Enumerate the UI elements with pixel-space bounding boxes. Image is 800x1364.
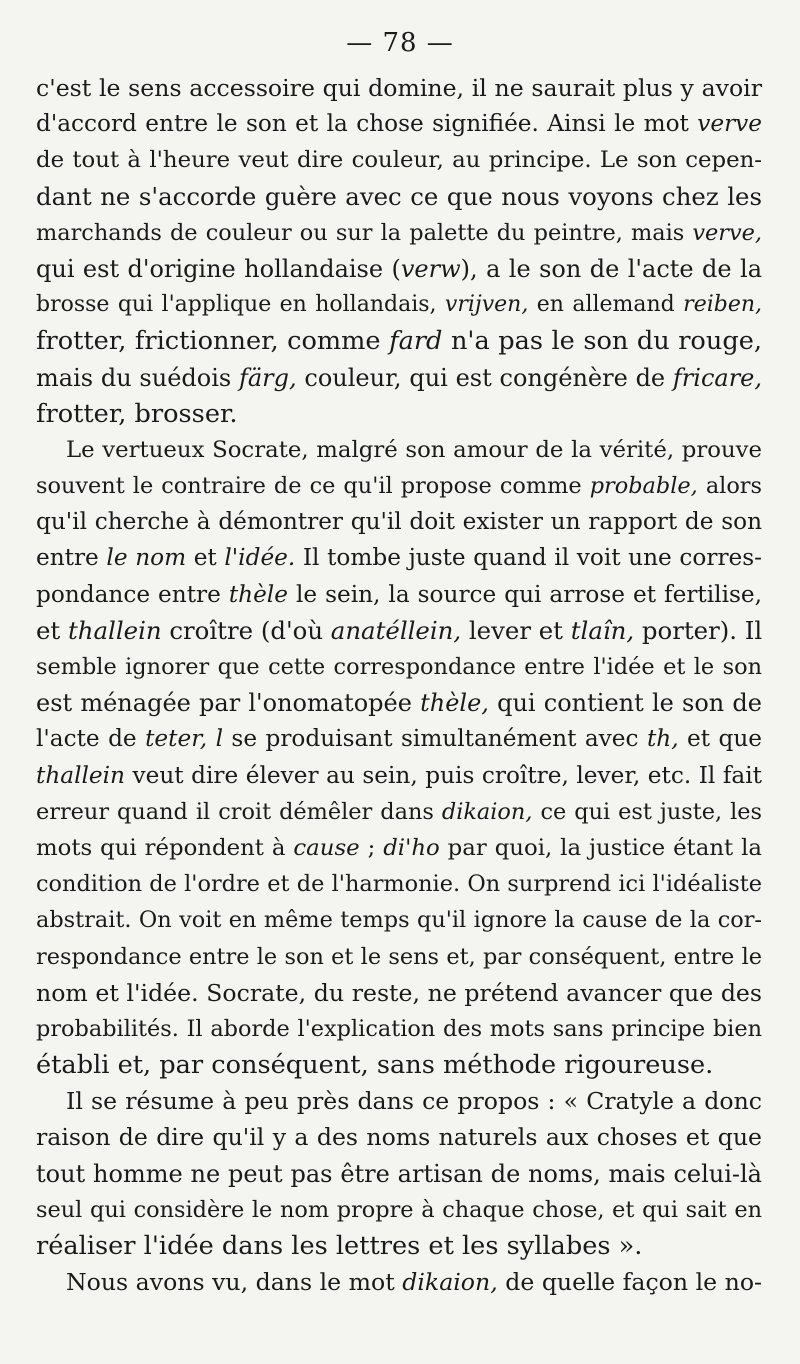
text-run: couleur, qui est congénère de bbox=[296, 363, 673, 392]
text-run: réaliser l'idée dans les lettres et les syllabes ». bbox=[36, 1231, 643, 1261]
text-run: Il se résume à peu près dans ce propos : « Cratyle a donc bbox=[66, 1087, 762, 1116]
italic-term: le nom bbox=[106, 544, 187, 572]
text-run: condition de l'ordre et de l'harmonie. On surprend ici l'idéaliste bbox=[36, 871, 762, 898]
text-run: souvent le contraire de ce qu'il propose comme bbox=[36, 473, 590, 500]
text-run: c'est le sens accessoire qui domine, il ne saurait plus y avoir bbox=[36, 74, 762, 102]
text-line bbox=[36, 613, 762, 649]
text-line bbox=[36, 323, 762, 359]
text-run: pondance entre bbox=[36, 580, 229, 608]
italic-term: färg, bbox=[238, 363, 297, 392]
text-run: frotter, brosser. bbox=[36, 398, 238, 429]
text-line bbox=[36, 1011, 762, 1047]
italic-term: tlaîn, bbox=[570, 615, 635, 645]
italic-term: reiben, bbox=[683, 292, 763, 318]
page-number: — 78 — bbox=[346, 28, 454, 58]
text-run: qu'il cherche à démontrer qu'il doit exister un rapport de son bbox=[36, 508, 762, 536]
body-text bbox=[36, 70, 762, 1300]
italic-term: probable, bbox=[589, 473, 698, 500]
text-run: d'accord entre le son et la chose signifiée. Ainsi le mot bbox=[36, 110, 698, 138]
text-line bbox=[36, 360, 762, 396]
italic-term: thèle, bbox=[420, 689, 489, 718]
text-line bbox=[36, 902, 762, 938]
text-run: qui contient le son de bbox=[488, 689, 762, 718]
text-line bbox=[36, 794, 762, 830]
text-line bbox=[36, 1083, 762, 1119]
text-line bbox=[36, 540, 762, 576]
text-line bbox=[36, 577, 762, 613]
italic-term: anatéllein, bbox=[330, 615, 462, 645]
italic-term: l bbox=[215, 725, 223, 753]
text-run: le sein, la source qui arrose et fertilise, bbox=[287, 580, 762, 608]
text-line bbox=[36, 721, 762, 757]
italic-term: thallein bbox=[36, 761, 125, 789]
text-run: de tout à l'heure veut dire couleur, au principe. Le son cepen- bbox=[36, 147, 762, 174]
text-line bbox=[36, 685, 762, 721]
italic-term: teter, bbox=[145, 725, 208, 753]
text-run: et bbox=[186, 544, 225, 572]
text-run: porter). Il bbox=[634, 615, 763, 645]
text-run: qui est d'origine hollandaise ( bbox=[36, 254, 401, 283]
text-line bbox=[36, 1119, 762, 1155]
text-line bbox=[36, 468, 762, 504]
text-line bbox=[36, 1264, 762, 1300]
text-line bbox=[36, 1228, 762, 1264]
italic-term: dikaion, bbox=[441, 798, 533, 825]
text-run: tout homme ne peut pas être artisan de noms, mais celui-là bbox=[36, 1159, 762, 1188]
text-line bbox=[36, 142, 762, 178]
text-line bbox=[36, 432, 762, 468]
text-run: Nous avons vu, dans le mot bbox=[66, 1268, 403, 1297]
text-run: raison de dire qu'il y a des noms naturels aux choses et que bbox=[36, 1123, 762, 1152]
text-run: dant ne s'accorde guère avec ce que nous voyons chez les bbox=[36, 181, 762, 211]
text-run: établi et, par conséquent, sans méthode rigoureuse. bbox=[36, 1050, 714, 1081]
text-run: ; bbox=[359, 834, 384, 861]
text-run: croître (d'où bbox=[161, 615, 331, 645]
text-run: abstrait. On voit en même temps qu'il ignore la cause de la cor- bbox=[36, 907, 762, 934]
italic-term: fricare, bbox=[672, 363, 762, 392]
text-run: l'acte de bbox=[36, 725, 146, 753]
text-run: et bbox=[36, 615, 68, 645]
text-line bbox=[36, 939, 762, 975]
text-run: frotter, frictionner, comme bbox=[36, 326, 390, 357]
italic-term: th, bbox=[646, 725, 679, 753]
text-line bbox=[36, 251, 762, 287]
text-run: par quoi, la justice étant la bbox=[439, 834, 762, 861]
italic-term: dikaion, bbox=[402, 1268, 498, 1297]
italic-term: fard bbox=[389, 326, 443, 357]
text-run: et que bbox=[678, 725, 763, 753]
text-run: seul qui considère le nom propre à chaque chose, et qui sait en bbox=[36, 1196, 762, 1223]
text-line bbox=[36, 758, 762, 794]
text-line bbox=[36, 70, 762, 106]
text-run: n'a pas le son du rouge, bbox=[442, 326, 762, 357]
text-run: nom et l'idée. Socrate, du reste, ne prétend avancer que des bbox=[36, 978, 762, 1007]
text-line bbox=[36, 1156, 762, 1192]
text-run: erreur quand il croit démêler dans bbox=[36, 798, 442, 825]
text-line bbox=[36, 1047, 762, 1083]
text-line bbox=[36, 504, 762, 540]
text-run: ), a le son de l'acte de la bbox=[460, 254, 763, 283]
text-run bbox=[207, 725, 215, 752]
text-run: veut dire élever au sein, puis croître, lever, etc. Il fait bbox=[124, 761, 762, 789]
text-line bbox=[36, 866, 762, 902]
text-run: entre bbox=[36, 544, 107, 572]
italic-term: l'idée. bbox=[224, 544, 296, 572]
text-run: mais du suédois bbox=[36, 363, 239, 392]
italic-term: thèle bbox=[228, 580, 288, 608]
text-run: est ménagée par l'onomatopée bbox=[36, 689, 421, 718]
text-run: se produisant simultanément avec bbox=[222, 725, 647, 753]
text-line bbox=[36, 975, 762, 1011]
text-line bbox=[36, 830, 762, 866]
text-run: lever et bbox=[461, 615, 571, 645]
text-line bbox=[36, 287, 762, 323]
text-line bbox=[36, 179, 762, 215]
text-run: en allemand bbox=[528, 292, 684, 318]
text-line bbox=[36, 1192, 762, 1228]
text-line bbox=[36, 215, 762, 251]
italic-term: verve bbox=[697, 110, 762, 138]
text-run: Il tombe juste quand il voit une corres- bbox=[295, 544, 762, 572]
text-run: Le vertueux Socrate, malgré son amour de la vérité, prouve bbox=[66, 436, 762, 463]
text-run: probabilités. Il aborde l'explication des mots sans principe bien bbox=[36, 1015, 762, 1042]
text-run: alors bbox=[697, 473, 763, 500]
text-run: mots qui répondent à bbox=[36, 834, 294, 861]
italic-term: thallein bbox=[68, 615, 162, 645]
italic-term: di'ho bbox=[383, 834, 440, 861]
text-run: ce qui est juste, les bbox=[532, 798, 763, 825]
text-run: marchands de couleur ou sur la palette du peintre, mais bbox=[36, 219, 693, 246]
text-line bbox=[36, 106, 762, 142]
text-run: de quelle façon le no- bbox=[497, 1268, 762, 1297]
text-run: brosse qui l'applique en hollandais, bbox=[36, 292, 445, 318]
text-run: semble ignorer que cette correspondance entre l'idée et le son bbox=[36, 654, 762, 680]
italic-term: verve, bbox=[692, 219, 762, 246]
text-line bbox=[36, 649, 762, 685]
italic-term: verw bbox=[400, 254, 461, 283]
italic-term: cause bbox=[293, 834, 360, 861]
italic-term: vrijven, bbox=[444, 292, 529, 318]
text-run: respondance entre le son et le sens et, par conséquent, entre le bbox=[36, 943, 762, 970]
text-line bbox=[36, 396, 762, 432]
